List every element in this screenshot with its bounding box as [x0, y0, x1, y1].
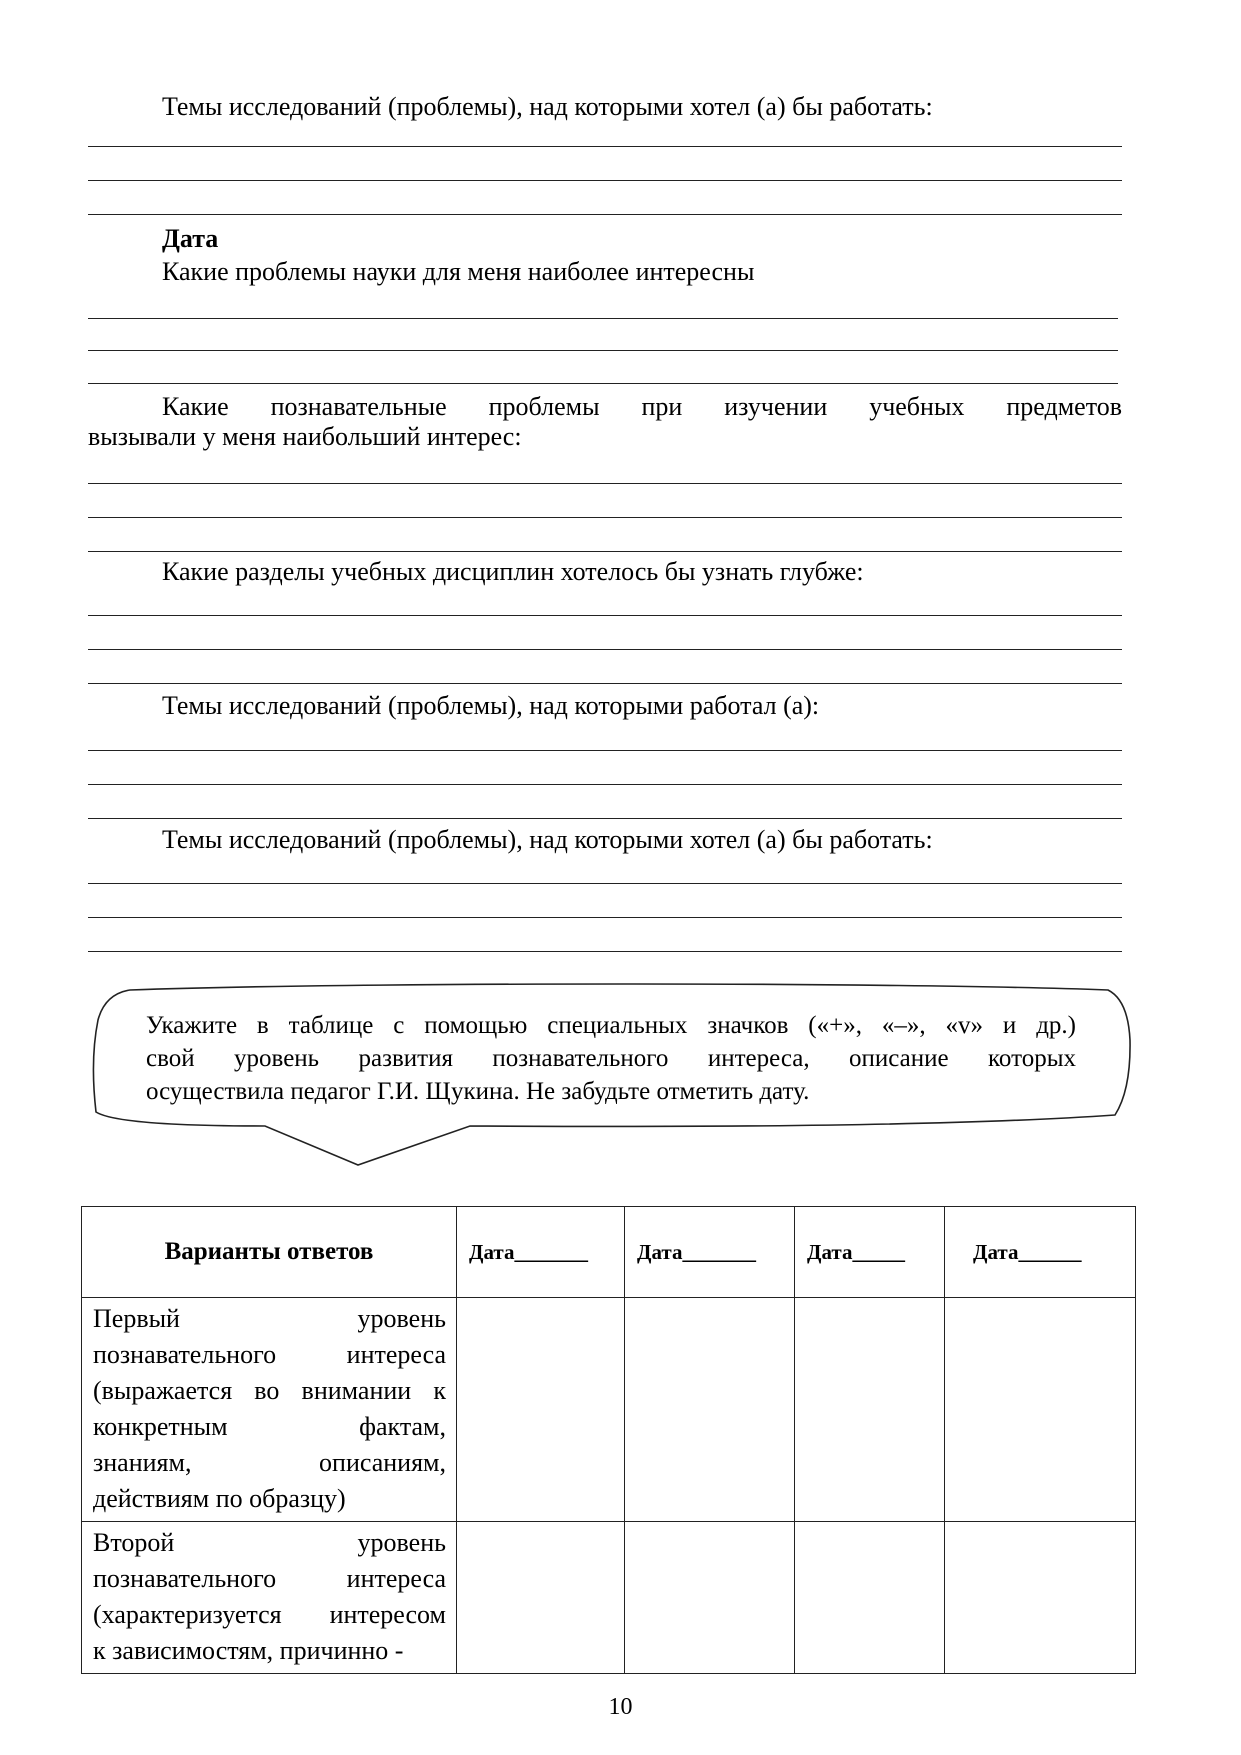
row-label-first-level: [82, 1298, 457, 1522]
header-answers: Варианты ответов: [82, 1207, 457, 1298]
mark-cell[interactable]: [457, 1522, 625, 1674]
row-text-line: познавательного интереса: [93, 1564, 446, 1593]
row-text-line: (характеризуется интересом: [93, 1600, 446, 1629]
mark-cell[interactable]: [945, 1298, 1136, 1522]
prompt-deeper-sections: Какие разделы учебных дисциплин хотелось бы узнать глубже:: [162, 557, 864, 586]
header-date[interactable]: Дата_______: [625, 1207, 795, 1298]
callout-line: осуществила педагог Г.И. Щукина. Не забудьте отметить дату.: [146, 1078, 810, 1105]
page-number: 10: [608, 1694, 633, 1720]
row-text-line: Второй уровень: [93, 1528, 446, 1557]
mark-cell[interactable]: [795, 1298, 945, 1522]
date-label: Дата: [162, 224, 219, 253]
mark-cell[interactable]: [625, 1522, 795, 1674]
callout-line: свой уровень развития познавательного интереса, описание которых: [146, 1045, 1076, 1072]
header-date[interactable]: Дата______: [945, 1207, 1136, 1298]
prompt-topics-want-top: Темы исследований (проблемы), над которыми хотел (а) бы работать:: [162, 92, 933, 121]
prompt-cognitive-problems-line1: Какие познавательные проблемы при изучении учебных предметов: [162, 392, 1122, 421]
callout-line: Укажите в таблице с помощью специальных значков («+», «–», «v» и др.): [146, 1012, 1076, 1039]
row-text-line: конкретным фактам,: [93, 1412, 446, 1441]
prompt-topics-want-bottom: Темы исследований (проблемы), над которыми хотел (а) бы работать:: [162, 825, 933, 854]
mark-cell[interactable]: [945, 1522, 1136, 1674]
row-text-line: познавательного интереса: [93, 1340, 446, 1369]
row-text-line: знаниям, описаниям,: [93, 1448, 446, 1477]
interest-level-table: [81, 1206, 1136, 1674]
row-text-line: действиям по образцу): [93, 1484, 346, 1513]
prompt-science-problems: Какие проблемы науки для меня наиболее интересны: [162, 257, 755, 286]
mark-cell[interactable]: [457, 1298, 625, 1522]
row-text-line: к зависимостям, причинно -: [93, 1636, 404, 1665]
table-row: [82, 1522, 1136, 1674]
table-header-row: [82, 1207, 1136, 1298]
mark-cell[interactable]: [795, 1522, 945, 1674]
table-row: [82, 1298, 1136, 1522]
header-date[interactable]: Дата_______: [457, 1207, 625, 1298]
callout-text: [146, 1009, 1076, 1108]
row-text-line: Первый уровень: [93, 1304, 446, 1333]
prompt-cognitive-problems-line2: вызывали у меня наибольший интерес:: [88, 422, 522, 451]
row-text-line: (выражается во внимании к: [93, 1376, 446, 1405]
mark-cell[interactable]: [625, 1298, 795, 1522]
prompt-topics-worked: Темы исследований (проблемы), над которыми работал (а):: [162, 691, 820, 720]
header-date[interactable]: Дата_____: [795, 1207, 945, 1298]
row-label-second-level: [82, 1522, 457, 1674]
